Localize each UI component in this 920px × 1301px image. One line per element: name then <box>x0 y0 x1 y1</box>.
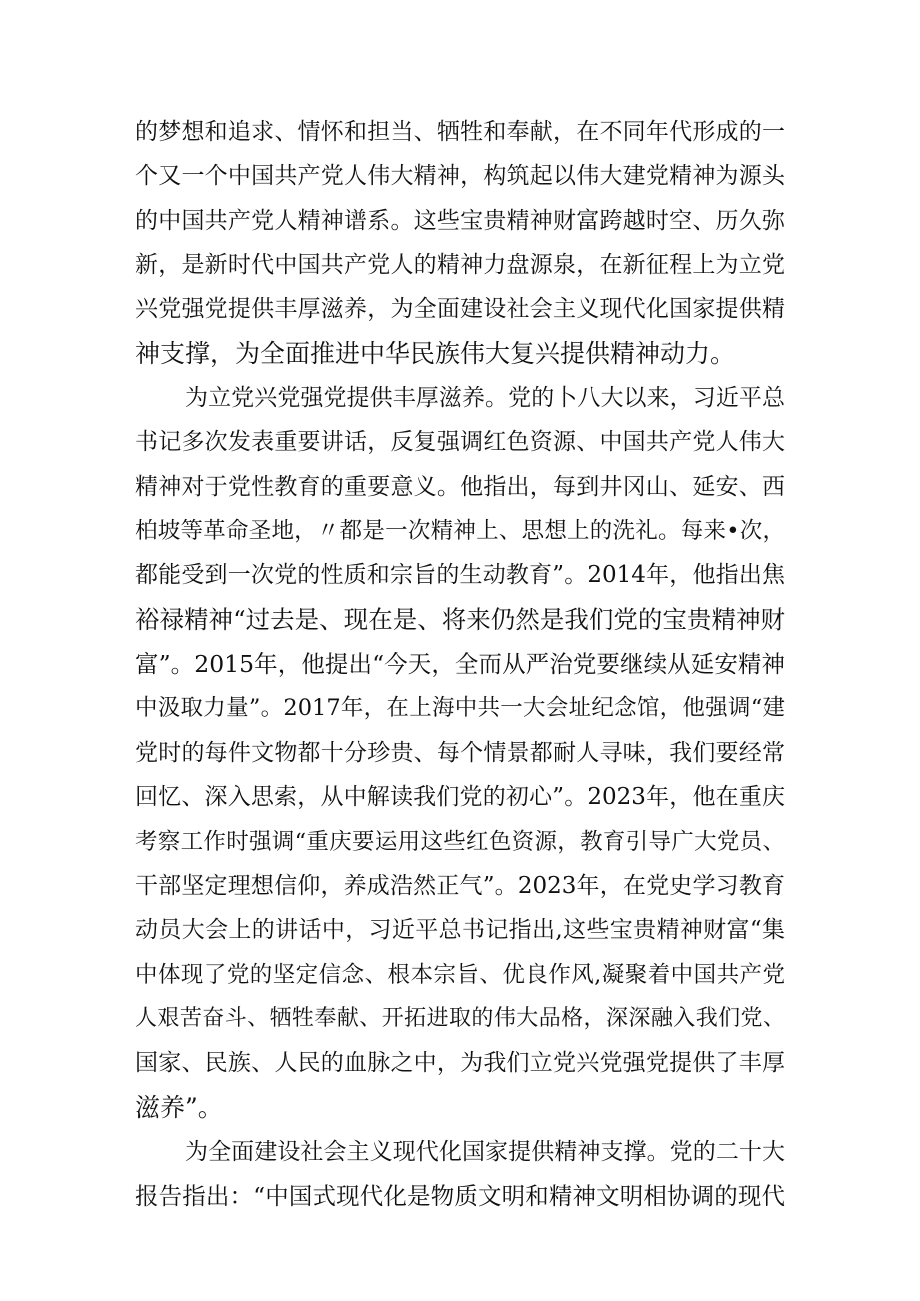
text-line: 富”。2015年，他提出“今天，全而从严治党要继续从延安精神 <box>135 650 785 679</box>
document-body <box>135 110 785 1219</box>
text-line: 国家、民族、人民的血脉之中，为我们立党兴党强党提供了丰厚 <box>135 1050 785 1077</box>
text-line: 神支撑，为全面推进中华民族伟大复兴提供精神动力。 <box>135 338 736 368</box>
text-line: 都能受到一次党的性质和宗旨的生动教育”。2014年，他指出焦 <box>135 562 785 589</box>
text-line: 的中国共产党人精神谱系。这些宝贵精神财富跨越时空、历久弥 <box>135 207 785 234</box>
text-line: 书记多次发表重要讲话，反复强调红色资源、中国共产党人伟大 <box>135 429 785 456</box>
paragraph <box>135 1130 785 1219</box>
text-line: 回忆、深入思索，从中解读我们党的初心”。2023年，他在重庆 <box>135 784 785 811</box>
text-line: 中体现了党的坚定信念、根本宗旨、优良作风,凝聚着中国共产党 <box>135 961 785 988</box>
text-line: 兴党强党提供丰厚滋养，为全面建设社会主义现代化国家提供精 <box>135 296 785 323</box>
text-line: 裕禄精神“过去是、现在是、将来仍然是我们党的宝贵精神财 <box>135 604 785 634</box>
text-line: 个又一个中国共产党人伟大精神，构筑起以伟大建党精神为源头 <box>135 163 785 190</box>
text-line: 报告指出：“中国式现代化是物质文明和精神文明相协调的现代 <box>135 1182 785 1211</box>
text-line: 滋养”。 <box>135 1092 223 1122</box>
text-line: 动员大会上的讲话中，习近平总书记指出,这些宝贵精神财富“集 <box>135 917 785 944</box>
paragraph <box>135 110 785 376</box>
text-line: 党时的每件文物都十分珍贵、每个情景都耐人寻味，我们要经常 <box>135 739 785 766</box>
text-line: 干部坚定理想信仰，养成浩然正气”。2023年，在党史学习教育 <box>135 872 785 899</box>
text-line: 精神对于党性教育的重要意义。他指出，每到井冈山、延安、西 <box>135 473 785 500</box>
text-line: 考察工作时强调“重庆要运用这些红色资源，教育引导广大党员、 <box>135 828 785 855</box>
text-line: 柏坡等革命圣地，〃都是一次精神上、思想上的洗礼。每来•次， <box>135 518 785 545</box>
text-line: 为全面建设社会主义现代化国家提供精神支撑。党的二十大 <box>185 1138 785 1165</box>
text-line: 的梦想和追求、情怀和担当、牺牲和奉献，在不同年代形成的一 <box>135 119 785 145</box>
paragraph <box>135 376 785 1130</box>
text-line: 为立党兴党强党提供丰厚滋养。党的卜八大以来，习近平总 <box>185 385 785 412</box>
text-line: 人艰苦奋斗、牺牲奉献、开拓进取的伟大品格，深深融入我们党、 <box>135 1005 785 1031</box>
text-line: 中汲取力量”。2017年，在上海中共一大会址纪念馆，他强调“建 <box>135 695 785 722</box>
text-line: 新，是新时代中国共产党人的精神力盘源泉，在新征程上为立党 <box>135 252 785 279</box>
